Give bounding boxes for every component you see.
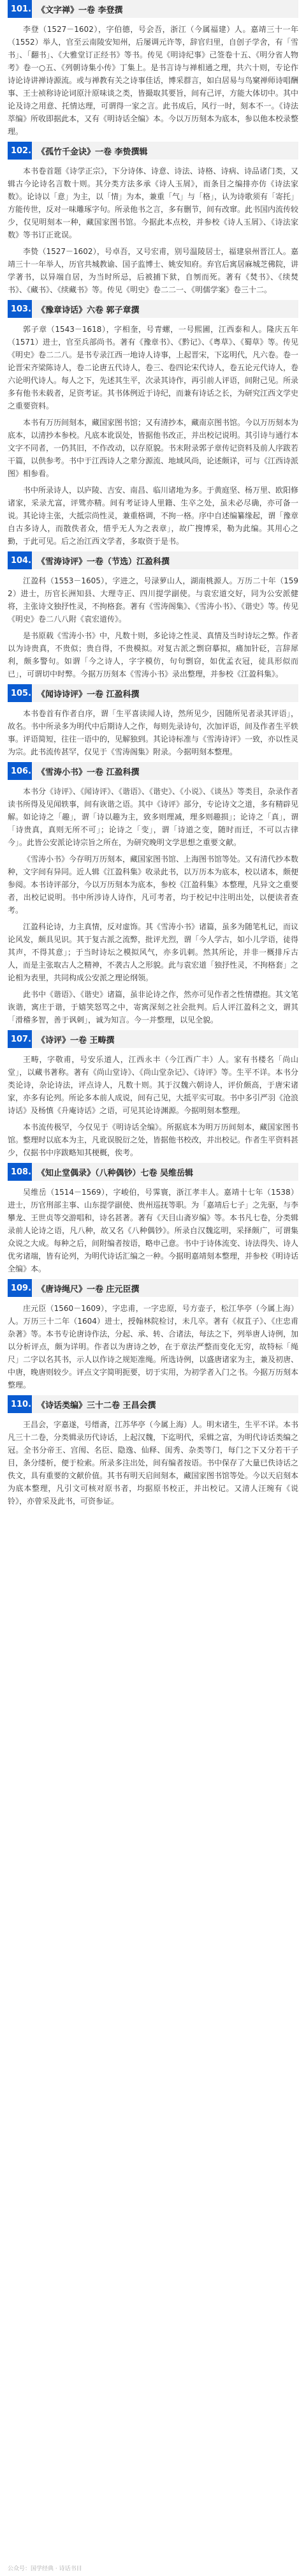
section-title: 《诗话类编》三十二卷 王昌会撰 xyxy=(37,1400,156,1411)
footer-note: 公众号：国学经典 · 诗话书目 xyxy=(8,2566,82,2572)
section-paragraph: 江盈科（1553－1605），字进之，号渌萝山人，湖南桃源人。万历二十年（1592）进士，历官长洲知县、大理寺正、四川提学副使。与袁宏道交好，同为公安派健将，主张诗文独抒性灵，不拘格套。著有《雪涛阁集》、《雪涛小书》、《谐史》等。传见《明史》卷二八八附《袁宏道传》。 xyxy=(8,576,299,624)
section-number: 108. xyxy=(10,1163,32,1181)
section-number: 106. xyxy=(10,762,32,780)
section xyxy=(0,684,306,758)
section-paragraph: 本书分《诗评》、《闻诗评》、《谐语》、《谐史》、《小说》、《谈丛》等类目，杂录作者读书所得及见闻轶事，间有诙谐之语。其中《诗评》部分，专论诗文之道，多有精辟见解。如论诗之「趣」，谓「诗以趣为主，致多则理减，理多则趣损」；论诗之「真」，谓「诗贵真，真则无所不可」；论诗之「变」，谓「诗道之变，随时而迁，不可以古律今」。此皆公安派论诗宗旨之所在，为研究晚明文学思想之重要文献。 xyxy=(8,787,299,847)
section xyxy=(0,1163,306,1275)
section-header xyxy=(8,684,298,702)
section-number: 109. xyxy=(10,1279,32,1297)
section-number: 103. xyxy=(10,300,32,318)
section-title: 《雪涛小书》一卷 江盈科撰 xyxy=(37,767,140,777)
section-title: 《闻诗诗评》一卷 江盈科撰 xyxy=(37,689,140,700)
section-paragraph: 本书流传极罕，今仅见于《明诗话全编》。所据底本为明万历间刻本，藏国家图书馆。整理时以底本为主，凡讹误脱衍之处，皆据他书校改，并出校记。作者生平资料甚少，仅据书中序跋略知其梗概，俟考。 xyxy=(8,1123,299,1157)
section xyxy=(0,762,306,1026)
section xyxy=(0,1279,306,1391)
section-header xyxy=(8,551,298,569)
section-number: 104. xyxy=(10,551,32,569)
section-title: 《知止堂偶录》（八种偶钞）七卷 吴维岳辑 xyxy=(37,1168,194,1178)
section-paragraph: 郭子章（1543－1618），字相奎，号青螺，一号熙圃，江西泰和人。隆庆五年（1571）进士，官至兵部尚书。著有《豫章书》、《黔记》、《粤草》、《蜀草》等。传见《明史》卷二二八。是书专录江西一地诗人诗事，上起晋宋，下迄明代，凡六卷。卷一论晋宋齐梁陈诗人，卷二论唐五代诗人，卷三、卷四论宋代诗人，卷五论元代诗人，卷六论明代诗人。每人之下，先述其生平，次录其诗作，再引前人评语，间附己见。所录多有他书未载者，足资考证。其书体例近于诗纪，而兼有诗话之长，为研究江西文学史之重要资料。 xyxy=(8,325,299,410)
section-paragraph: 此书中《谐语》、《谐史》诸篇，虽非论诗之作，然亦可见作者之性情襟抱。其文笔诙谐，寓庄于谐，于嬉笑怒骂之中，寄寓深刻之社会批判。后人评江盈科之文，谓其「滑稽多智，善于讽刺」，诚为知言。今一并整理，以见全貌。 xyxy=(8,990,299,1024)
section-header xyxy=(8,142,298,160)
section-number: 102. xyxy=(10,142,32,160)
section-paragraph: 王昌会，字嘉遂，号缙斋，江苏华亭（今属上海）人。明末诸生，生平不详。本书凡三十二卷，分类辑录历代诗话，上起汉魏，下迄明代，采辑之富，为明代诗话类编之冠。全书分帝王、宫闱、名臣、隐逸、仙释、闺秀、杂类等门，每门之下又分若干子目，条分缕析，便于检索。所录多注出处，间有编者按语。书中保存了大量已佚诗话之佚文，具有重要的文献价值。其书有明天启间刻本，藏国家图书馆等处。今以天启刻本为底本整理，凡引文可核对原书者，均据原书校正，并出校记。又清人汪琬有《说铃》，亦曾采及此书，可资参证。 xyxy=(8,1420,299,1506)
section-paragraph: 本书卷首题《诗学正宗》，下分诗体、诗意、诗法、诗格、诗病、诗品诸门类，又辑古今论诗名言数十则。其分类方法多承《诗人玉屑》，而条目之编排亦仿《诗法家数》。论诗以「意」为主，以「情」为本，兼重「气」与「格」，认为诗歌须有「寄托」方能传世，反对一味雕琢字句。所录他书之言，多有删节，间有改窜。此书国内流传较少，仅见明刻本一种，藏国家图书馆。今据此本点校，并参校《诗人玉屑》、《诗法家数》等书订正讹误。 xyxy=(8,167,299,239)
section-paragraph: 江盈科论诗，力主真情，反对虚饰。其《雪涛小书》诸篇，虽多为随笔札记，而议论风发，颇具见识。其于复古派之流弊，批评尤烈，谓「今人学古，如小儿学语，徒得其声，不得其意」；于当时诗坛之模拟风气，亦多讥刺。然其所论，并非一概排斥古人，而是主张取古人之精神，不袭古人之形貌。此与袁宏道「独抒性灵，不拘格套」之论相为表里，共同构成公安派之理论纲领。 xyxy=(8,922,299,982)
section-header xyxy=(8,1030,298,1048)
section-title: 《文字禅》一卷 李登撰 xyxy=(37,5,123,15)
section xyxy=(0,0,306,138)
section-header xyxy=(8,762,298,780)
section-paragraph: 本书卷首有作者自序，谓「生平喜读闻人诗，然所见少，因随所见者录其评语」，故名。书中所录多为明代中后期诗人之作，每则先录诗句，次加评语，间及作者生平轶事。评语简短，往往一语中的，见解独到。其论诗标准与《雪涛诗评》一致，亦以性灵为宗。此书流传甚罕，仅见于《雪涛阁集》附录。今据明刻本整理。 xyxy=(8,709,299,756)
section-paragraph: 王畴，字敬甫，号安乐道人，江西永丰（今江西广丰）人。家有书楼名「尚山堂」，以藏书著称。著有《尚山堂诗》、《尚山堂杂记》、《诗评》等。生平不详。本书分类论诗，杂论诗法，评点诗人，凡数十则。其于汉魏六朝诗人，评价颇高，于唐宋诸家，亦多有论列。所论多本前人成说，间有己见，大抵平实可取。书中多引严羽《沧浪诗话》及杨慎《升庵诗话》之语，可见其论诗渊源。今据明刻本整理。 xyxy=(8,1055,299,1115)
section-paragraph: 《雪涛小书》今存明万历刻本，藏国家图书馆、上海图书馆等处。又有清代抄本数种，文字间有异同。近人辑《江盈科集》收录此书，以万历本为底本，校以诸本，颇便参阅。本书诗评部分，今以万历刻本为底本，参校《江盈科集》本整理，凡异文之重要者，出校记说明。书中所涉诗人诗作，凡可考者，均于校记中注明出处，以便读者查考。 xyxy=(8,855,299,915)
section-title: 《孤竹千金诀》一卷 李贽撰辑 xyxy=(37,147,148,157)
section-number: 107. xyxy=(10,1030,32,1048)
section-paragraph: 李贽（1527－1602），号卓吾，又号宏甫，别号温陵居士，福建泉州晋江人。嘉靖三十一年举人，历官共城教谕、国子监博士、姚安知府。弃官后寓居麻城芝佛院，讲学著书，以异端自居，为当时所忌，后被捕下狱，自刎而死。著有《焚书》、《续焚书》、《藏书》、《续藏书》等。传见《明史》卷二二一、《明儒学案》卷三十二。 xyxy=(8,247,299,294)
section-title: 《唐诗绳尺》一卷 庄元臣撰 xyxy=(37,1284,140,1294)
section-paragraph: 是书原载《雪涛小书》中，凡数十则，多论诗之性灵、真情及当时诗坛之弊。作者以为诗贵真，不贵似；贵自得，不贵模拟。对复古派之剽窃摹拟，痛加针砭，言辞犀利，颇多警句。如谓「今之诗人，字字模仿，句句剽窃，如优孟衣冠，徒具形似而已」，可谓切中时弊。今据万历刻本《雪涛小书》录出整理，并参校《江盈科集》。 xyxy=(8,631,299,678)
section-paragraph: 庄元臣（1560－1609），字忠甫，一字忠原，号方壶子，松江华亭（今属上海）人。万历三十二年（1604）进士，授翰林院检讨，未几卒。著有《叔苴子》、《庄忠甫杂著》等。本书专论唐诗作法，分起、承、转、合诸法，每法之下，列举唐人诗例，加以分析评点，颇为详明。作者以为唐诗之妙，在于章法严整而变化无穷，故特标「绳尺」二字以名其书，示人以作诗之规矩准绳。所选诗例，以盛唐诸家为主，兼及初唐、中唐，晚唐则较少。评点文字简明扼要，切于实用，为初学者入门之书。今据万历刻本整理。 xyxy=(8,1304,299,1389)
section-paragraph: 李登（1527－1602），字伯德，号会吾，浙江（今属福建）人。嘉靖三十一年（1552）举人，官至云南陵安知州，后屡调元许等，辞官归里，自创子学舍，有「雪书」、「翻书」、《大雅堂订正经书》等书。传见《明诗纪事》己签卷十五、《明分省人物考》卷一○五、《列朝诗集小传》丁集上。是书言诗与禅相通之理，共六十则，专论作诗论诗讲禅诗源流。或与禅教有关之诗事佳话，博采群言，如白居易与鸟窠禅师诗唱酬事、王士祯称诗论词原汁原味谈之类，皆撮取其要旨，间有己评，方能大体切中。其中论及诗之用意、托情达理，可谓得一家之言。此书成后，风行一时，刻本不一。《诗法萃编》所收即据此本，又有《明诗话全编》本。今以万历刻本为底本，参以他本校录整理。 xyxy=(8,25,299,136)
section-number: 110. xyxy=(10,1395,32,1413)
section-header xyxy=(8,1395,298,1413)
section-paragraph: 吴维岳（1514－1569），字峻伯，号霁寰，浙江孝丰人。嘉靖十七年（1538）进士，历官刑部主事、山东提学副使、贵州巡抚等职。为「嘉靖后七子」之先驱，与李攀龙、王世贞等交游唱和，诗名甚著。著有《天目山斋岁编》等。本书凡七卷，分类辑录前人论诗之语，凡八种，故又名《八种偶钞》。所录自汉魏迄明，采择颇广，可谓集众说之大成。每种之后，间附编者按语，略申己意。书中于诗体流变、诗法得失、诗人优劣诸端，皆有论列，为明代诗话汇编之一种。今据明嘉靖刻本整理，并参校《明诗话全编》本。 xyxy=(8,1188,299,1273)
section xyxy=(0,1395,306,1508)
section-header xyxy=(8,1279,298,1297)
section xyxy=(0,1030,306,1159)
section-header xyxy=(8,300,298,318)
section-header xyxy=(8,1163,298,1181)
section-title: 《豫章诗话》六卷 郭子章撰 xyxy=(37,305,140,315)
section-paragraph: 书中所录诗人，以庐陵、吉安、南昌、临川诸地为多。于黄庭坚、杨万里、欧阳修诸家，采录尤富，评骘亦精。间有考证诗人里籍、生卒之处，虽未必尽确，亦可备一说。其论诗主张，大抵宗尚性灵，兼重格调，不拘一格。序中自述编纂缘起，谓「豫章自古多诗人，而散佚者众，惜乎无人为之表章」，故广搜博采，勒为此编。其用心之勤，于此可见。后之治江西文学者，多取资于是书。 xyxy=(8,486,299,546)
section-title: 《诗评》一卷 王畴撰 xyxy=(37,1035,115,1045)
section xyxy=(0,551,306,680)
section-title: 《雪涛诗评》一卷（节选）江盈科撰 xyxy=(37,557,170,567)
section-number: 101. xyxy=(10,0,32,18)
section-paragraph: 本书有万历间刻本，藏国家图书馆；又有清抄本，藏南京图书馆。今以万历刻本为底本，以清抄本参校。凡底本讹误处，皆据他书改正，并出校记说明。其引诗与通行本文字不同者，一仍其旧，不作改动，以存原貌。书末附录郭子章传记资料及前人序跋若干篇，以供参考。书中于江西诗人之辈分源流、地域风尚，论述颇详，可与《江西诗派图》相参看。 xyxy=(8,418,299,478)
section-number: 105. xyxy=(10,684,32,702)
section xyxy=(0,300,306,548)
section xyxy=(0,142,306,296)
section-header xyxy=(8,0,298,18)
